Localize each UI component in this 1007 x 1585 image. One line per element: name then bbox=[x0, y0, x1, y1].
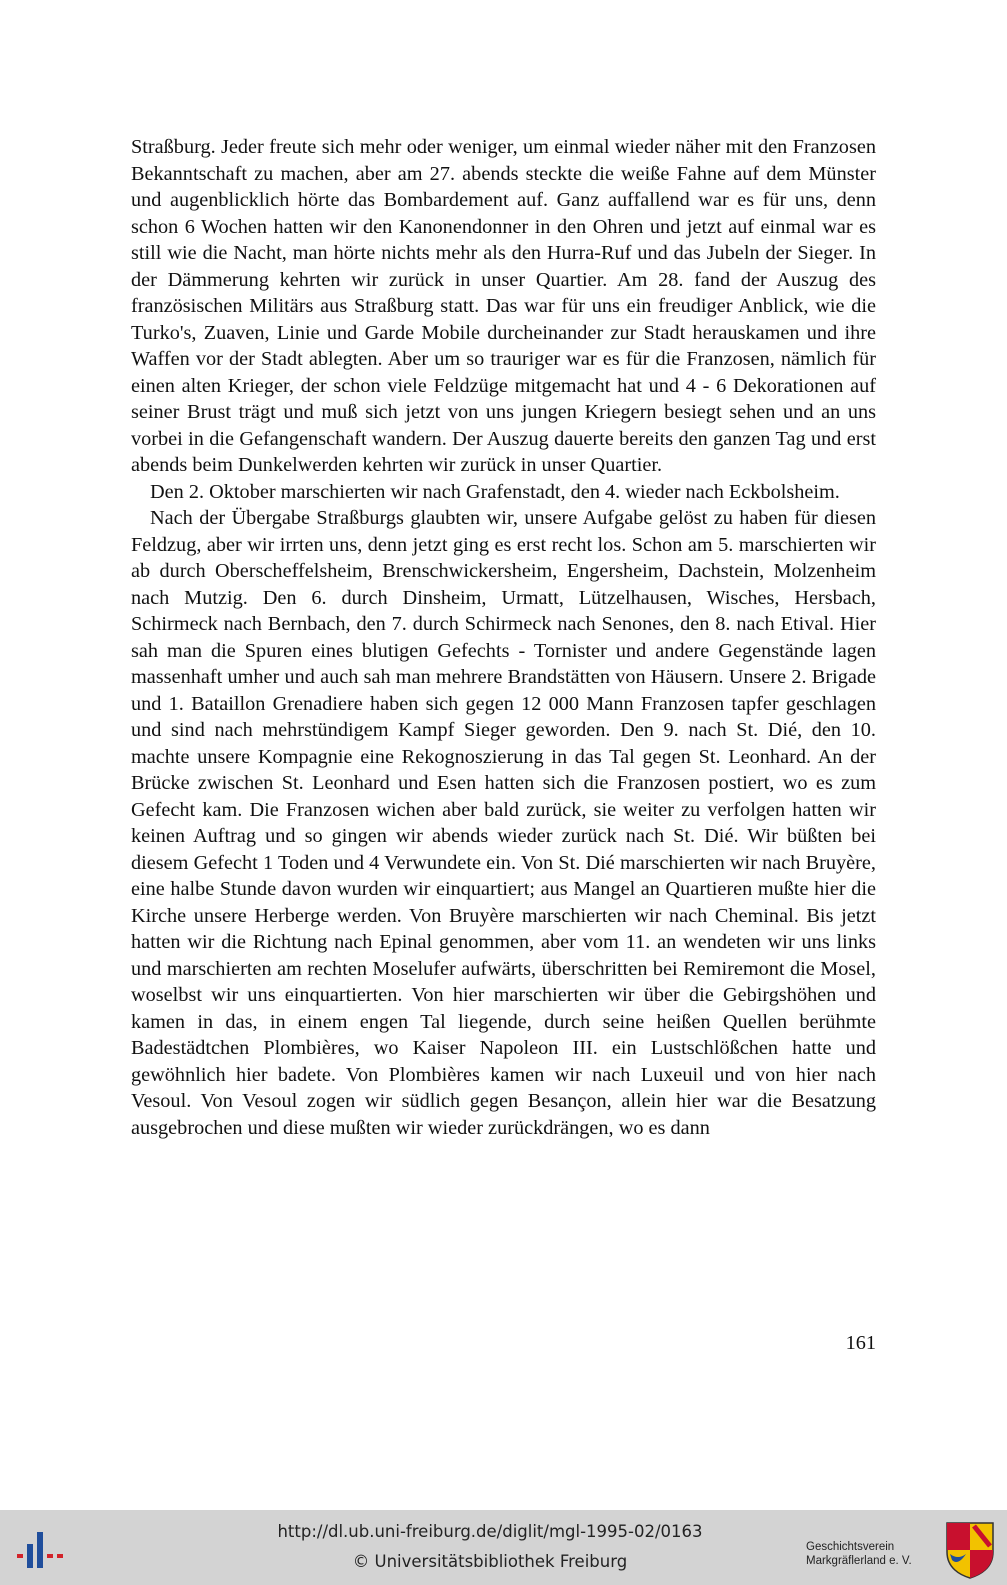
ub-freiburg-logo-icon bbox=[14, 1528, 66, 1574]
paragraph-1: Straßburg. Jeder freute sich mehr oder weniger, um einmal wieder näher mit den Franzosen Bekanntschaft zu machen, aber am 27. abends steckte die weiße Fahne auf dem Münster und augenblicklich hörte das Bombardement auf. Ganz auffallend war es für uns, denn schon 6 Wochen hatten wir den Kanonendonner in den Ohren und jetzt auf einmal war es still wie die Nacht, man hörte nichts mehr als den Hurra-Ruf und das Jubeln der Sieger. In der Dämmerung kehrten wir zurück in unser Quartier. Am 28. fand der Auszug des französischen Militärs aus Straßburg statt. Das war für uns ein freudiger Anblick, wie die Turko's, Zuaven, Linie und Garde Mobile durcheinander zur Stadt herauskamen und ihre Waffen vor der Stadt ablegten. Aber um so trauriger war es für die Franzosen, nämlich für einen alten Krieger, der schon viele Feldzüge mitgemacht hat und 4 - 6 Dekorationen auf seiner Brust trägt und muß sich jetzt von uns jungen Kriegern besiegt sehen und an uns vorbei in die Gefangenschaft wandern. Der Auszug dauerte bereits den ganzen Tag und erst abends beim Dunkelwerden kehrten wir zurück in unser Quartier. bbox=[131, 136, 876, 476]
paragraph-2: Den 2. Oktober marschierten wir nach Grafenstadt, den 4. wieder nach Eckbolsheim. bbox=[150, 480, 840, 503]
society-name-line1: Geschichtsverein bbox=[806, 1541, 895, 1553]
paragraph-3: Nach der Übergabe Straßburgs glaubten wir, unsere Aufgabe gelöst zu haben für diesen Feldzug, aber wir irrten uns, denn jetzt ging es erst recht los. Schon am 5. marschierten wir ab durch Oberscheffelsheim, Brenschwickersheim, Engersheim, Dachstein, Molzenheim nach Mutzig. Den 6. durch Dinsheim, Urmatt, Lützelhausen, Wisches, Hersbach, Schirmeck nach Bernbach, den 7. durch Schirmeck nach Senones, den 8. nach Etival. Hier sah man die Spuren eines blutigen Gefechts - Tornister und andere Gegenstände lagen massenhaft umher und auch sah man mehrere Brandstätten von Häusern. Unsere 2. Brigade und 1. Bataillon Grenadiere haben sich gegen 12 000 Mann Franzosen tapfer geschlagen und sind nach mehrstündigem Kampf Sieger geworden. Den 9. nach St. Dié, den 10. machte unsere Kompagnie eine Rekognoszierung in das Tal gegen St. Leonhard. An der Brücke zwischen St. Leonhard und Esen hatten sich die Franzosen postiert, wo es zum Gefecht kam. Die Franzosen wichen aber bald zurück, sie weiter zu verfolgen hatten wir keinen Auftrag und so gingen wir abends wieder zurück nach St. Dié. Wir büßten bei diesem Gefecht 1 Toden und 4 Verwundete ein. Von St. Dié marschierten wir nach Bruyère, eine halbe Stunde davon wurden wir einquartiert; aus Mangel an Quartieren mußte hier die Kirche unsere Herberge werden. Von Bruyère marschierten wir nach Cheminal. Bis jetzt hatten wir die Richtung nach Epinal genommen, aber vom 11. an wendeten wir uns links und marschierten am rechten Moselufer aufwärts, überschritten bei Remiremont die Mosel, woselbst wir uns einquartierten. Von hier marschierten wir über die Gebirgshöhen und kamen in das, in einem engen Tal liegende, durch seine heißen Quellen berühmte Badestädtchen Plombières, wo Kaiser Napoleon III. ein Lustschlößchen hatte und gewöhnlich hier badete. Von Plombières kamen wir nach Luxeuil und von hier nach Vesoul. Von Vesoul zogen wir südlich gegen Besançon, allein hier war die Besatzung ausgebrochen und diese mußten wir wieder zurückdrängen, wo es dann bbox=[131, 507, 876, 1139]
society-name-line2: Markgräflerland e. V. bbox=[806, 1555, 912, 1567]
footer-url-link[interactable]: http://dl.ub.uni-freiburg.de/diglit/mgl-1995-02/0163 bbox=[277, 1522, 703, 1541]
society-crest-icon bbox=[944, 1520, 996, 1580]
page-body bbox=[131, 134, 876, 1141]
society-name bbox=[806, 1540, 936, 1568]
page-number: 161 bbox=[845, 1332, 876, 1354]
footer-bar bbox=[0, 1510, 1007, 1585]
footer-copyright: © Universitätsbibliothek Freiburg bbox=[352, 1552, 628, 1571]
